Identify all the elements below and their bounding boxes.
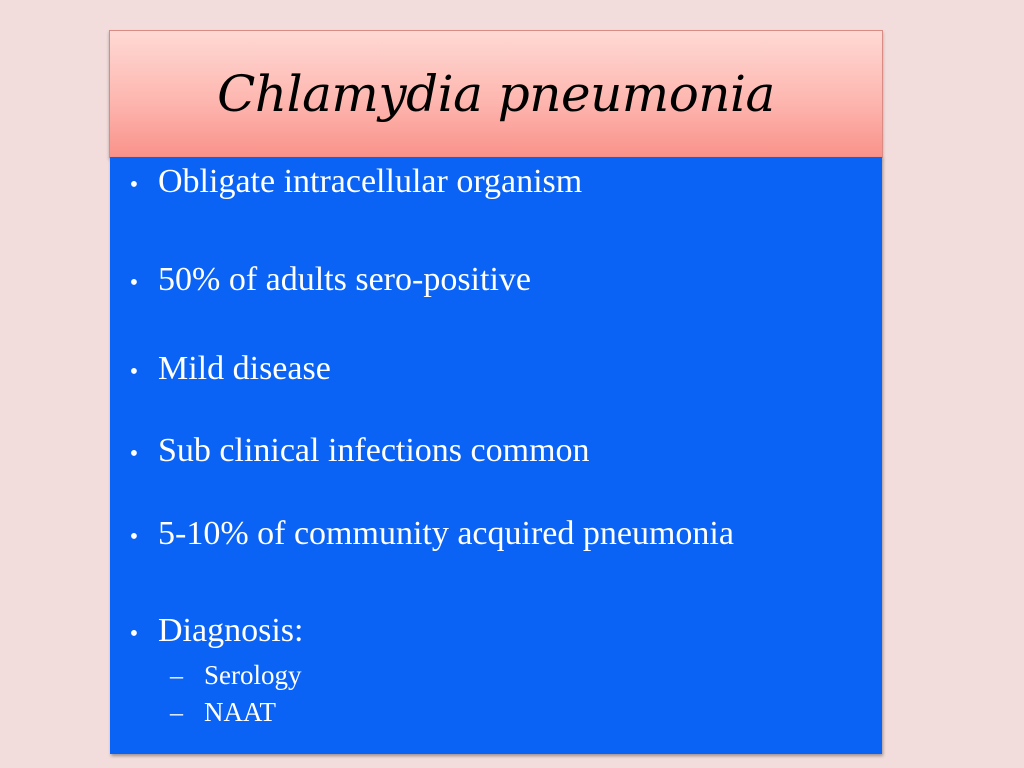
bullet-dot: • [129,524,139,550]
bullet-dot: • [129,441,139,467]
sub-bullet-item [170,660,302,691]
sub-bullet-dash: – [170,698,183,727]
sub-bullet-text: NAAT [204,697,276,727]
sub-bullet-item [170,697,276,728]
bullet-item [110,163,582,201]
bullet-text: Sub clinical infections common [158,432,590,469]
bullet-text: 5-10% of community acquired pneumonia [158,515,734,552]
bullet-dot: • [129,270,139,296]
sub-bullet-dash: – [170,661,183,690]
sub-bullet-text: Serology [204,660,302,690]
bullet-text: Mild disease [158,350,331,387]
bullet-item [110,350,331,388]
bullet-text: Diagnosis: [158,612,304,649]
bullet-dot: • [129,359,139,385]
bullet-dot: • [129,172,139,198]
bullet-item [110,612,303,650]
bullet-text: Obligate intracellular organism [158,163,583,200]
bullet-item [110,515,734,553]
bullet-item [110,432,590,470]
bullet-dot: • [129,621,139,647]
bullet-text: 50% of adults sero-positive [158,261,531,298]
slide-title: Chlamydia pneumonia [217,65,775,123]
bullet-item [110,261,531,299]
title-box [109,30,883,158]
content-box [110,157,882,754]
